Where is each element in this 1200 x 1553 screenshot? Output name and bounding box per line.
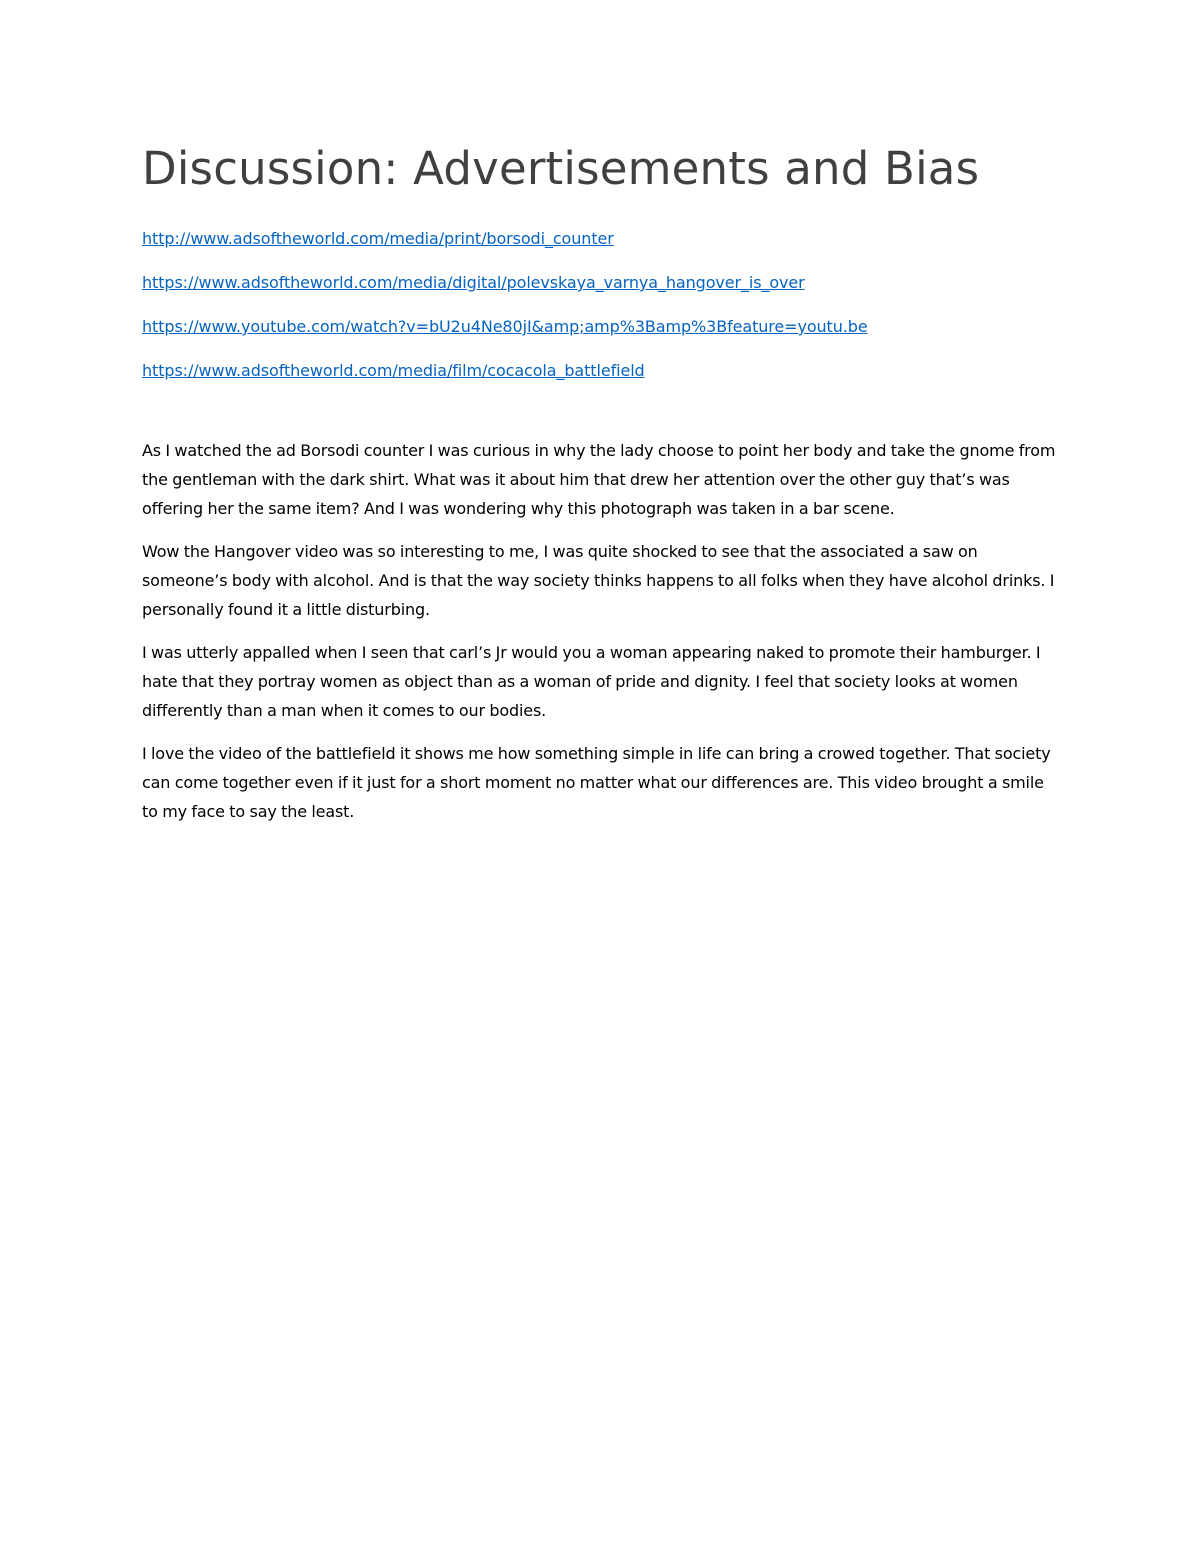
paragraph-hangover: Wow the Hangover video was so interesting to me, I was quite shocked to see that the associated a saw on someone’s body with alcohol. And is that the way society thinks happens to all folks when they have alcohol drinks. I personally found it a little disturbing. bbox=[142, 542, 1055, 619]
paragraph-carls-jr: I was utterly appalled when I seen that carl’s Jr would you a woman appearing naked to promote their hamburger. I hate that they portray women as object than as a woman of pride and dignity. I feel that society looks at women differently than a man when it comes to our bodies. bbox=[142, 643, 1041, 720]
paragraph-battlefield: I love the video of the battlefield it shows me how something simple in life can bring a crowed together. That society can come together even if it just for a short moment no matter what our differences are. This video brought a smile to my face to say the least. bbox=[142, 744, 1051, 821]
document-title: Discussion: Advertisements and Bias bbox=[142, 142, 980, 195]
link-list bbox=[142, 228, 1062, 382]
document-content bbox=[142, 140, 1062, 840]
link-hangover-is-over[interactable]: https://www.adsoftheworld.com/media/digital/polevskaya_varnya_hangover_is_over bbox=[142, 273, 805, 292]
discussion-body bbox=[142, 436, 1062, 826]
paragraph-borsodi: As I watched the ad Borsodi counter I was curious in why the lady choose to point her body and take the gnome from the gentleman with the dark shirt. What was it about him that drew her attention over the other guy that’s was offering her the same item? And I was wondering why this photograph was taken in a bar scene. bbox=[142, 441, 1056, 518]
link-youtube-video[interactable]: https://www.youtube.com/watch?v=bU2u4Ne80jI&amp;amp%3Bamp%3Bfeature=youtu.be bbox=[142, 317, 868, 336]
link-cocacola-battlefield[interactable]: https://www.adsoftheworld.com/media/film/cocacola_battlefield bbox=[142, 361, 645, 380]
link-borsodi-counter[interactable]: http://www.adsoftheworld.com/media/print/borsodi_counter bbox=[142, 229, 614, 248]
